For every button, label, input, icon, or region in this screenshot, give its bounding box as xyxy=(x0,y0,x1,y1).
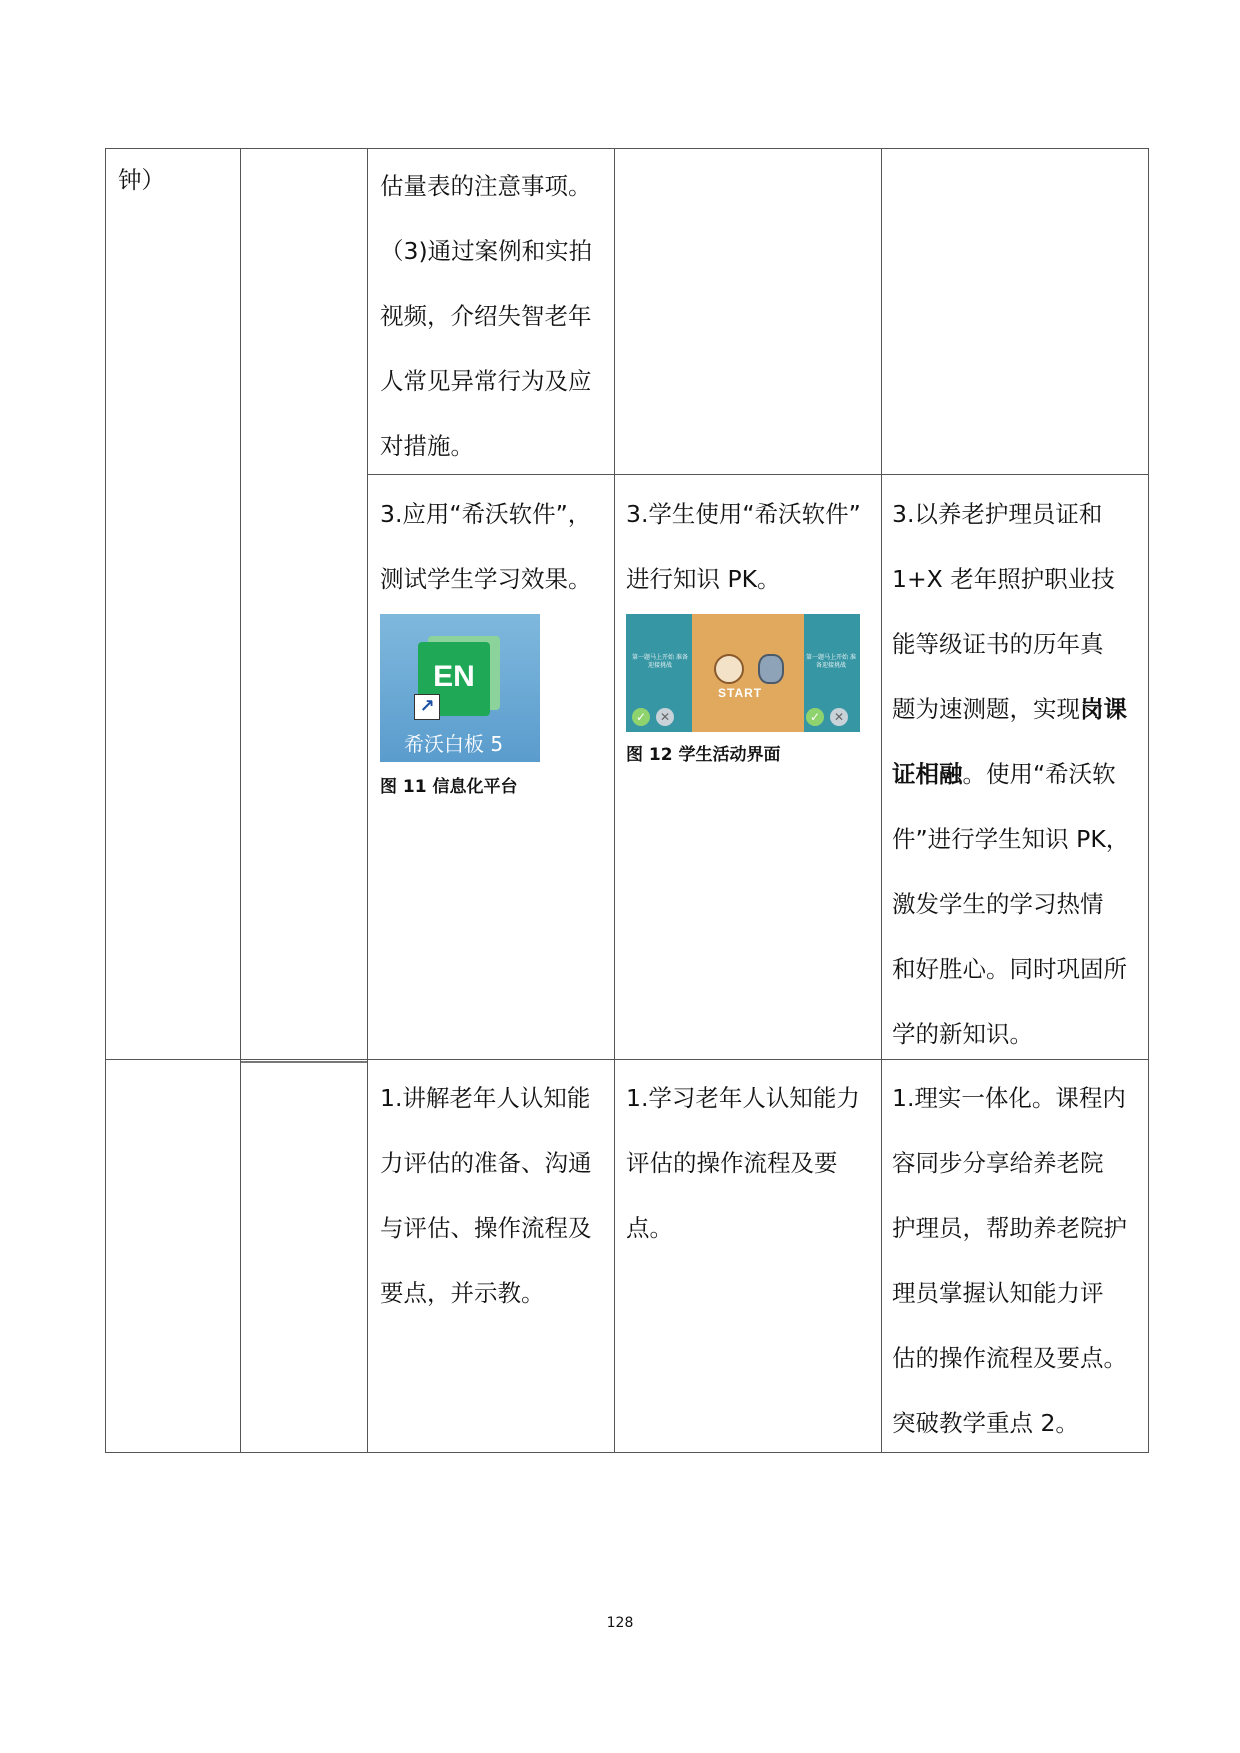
bold-text: 证相融 xyxy=(892,760,963,788)
text-segment: 。使用“希沃软 xyxy=(962,760,1116,788)
text-line: 1+X 老年照护职业技 xyxy=(892,565,1115,593)
figure-12-caption: 图 12 学生活动界面 xyxy=(626,745,781,765)
text-line: 人常见异常行为及应 xyxy=(380,367,592,395)
row1-col3-text xyxy=(380,154,592,479)
row3-col4-text xyxy=(626,1066,860,1261)
text-line: 容同步分享给养老院 xyxy=(892,1149,1104,1177)
table-border-top xyxy=(105,148,1149,149)
table-divider-col1 xyxy=(240,148,241,1453)
figure-12-image xyxy=(626,614,860,732)
text-line xyxy=(892,742,1129,807)
panel-text-left: 第一题马上开始 准备迎接挑战 xyxy=(632,654,688,669)
text-line: 对措施。 xyxy=(380,432,474,460)
table-divider-col4 xyxy=(881,148,882,1453)
start-banner: START xyxy=(718,686,763,700)
text-line: 3.以养老护理员证和 xyxy=(892,500,1103,528)
table-border-right xyxy=(1148,148,1149,1453)
table-divider-col3 xyxy=(614,148,615,1453)
row3-col3-text xyxy=(380,1066,592,1326)
app-icon-label: EN xyxy=(433,660,475,693)
close-icon: ✕ xyxy=(830,708,848,726)
text-line: 件”进行学生知识 PK， xyxy=(892,825,1130,853)
text-segment: 题为速测题，实现 xyxy=(892,695,1080,723)
check-icon: ✓ xyxy=(632,708,650,726)
row2-col4-text xyxy=(626,482,861,612)
panel-text-right: 第一题马上开始 准备迎接挑战 xyxy=(806,654,856,669)
text-line: 激发学生的学习热情 xyxy=(892,890,1104,918)
text-line: 1.讲解老年人认知能 xyxy=(380,1084,591,1112)
row-divider-2-thick xyxy=(241,1061,367,1063)
text-line: 进行知识 PK。 xyxy=(626,565,781,593)
text-line: 要点，并示教。 xyxy=(380,1279,545,1307)
text-line: 力评估的准备、沟通 xyxy=(380,1149,592,1177)
text-line: 与评估、操作流程及 xyxy=(380,1214,592,1242)
text-line: 护理员，帮助养老院护 xyxy=(892,1214,1127,1242)
figure-11-image xyxy=(380,614,540,762)
figure-11-caption: 图 11 信息化平台 xyxy=(380,777,518,797)
text-line: 估量表的注意事项。 xyxy=(380,172,592,200)
text-line: （3)通过案例和实拍 xyxy=(380,237,593,265)
bold-text: 岗课 xyxy=(1080,695,1127,723)
row3-col5-text xyxy=(892,1066,1127,1456)
check-icon: ✓ xyxy=(806,708,824,726)
table-divider-col2 xyxy=(367,148,368,1453)
row2-col5-text xyxy=(892,482,1129,1067)
page-number: 128 xyxy=(606,1615,634,1631)
row2-col3-text xyxy=(380,482,592,612)
text-line: 1.理实一体化。课程内 xyxy=(892,1084,1126,1112)
text-line: 评估的操作流程及要 xyxy=(626,1149,838,1177)
row1-col1-text: 钟） xyxy=(118,166,165,194)
text-line: 3.应用“希沃软件”， xyxy=(380,500,592,528)
text-line: 学的新知识。 xyxy=(892,1020,1033,1048)
close-icon: ✕ xyxy=(656,708,674,726)
app-label: 希沃白板 5 xyxy=(404,732,504,756)
character-left xyxy=(714,654,744,684)
shortcut-arrow-icon: ↗ xyxy=(414,694,440,720)
text-line: 和好胜心。同时巩固所 xyxy=(892,955,1127,983)
text-line xyxy=(892,677,1129,742)
text-line: 理员掌握认知能力评 xyxy=(892,1279,1104,1307)
text-line: 点。 xyxy=(626,1214,673,1242)
text-line: 1.学习老年人认知能力 xyxy=(626,1084,860,1112)
text-line: 能等级证书的历年真 xyxy=(892,630,1104,658)
text-line: 测试学生学习效果。 xyxy=(380,565,592,593)
text-line: 视频，介绍失智老年 xyxy=(380,302,592,330)
text-line: 估的操作流程及要点。 xyxy=(892,1344,1127,1372)
table-border-left xyxy=(105,148,106,1453)
text-line: 3.学生使用“希沃软件” xyxy=(626,500,861,528)
text-line: 突破教学重点 2。 xyxy=(892,1409,1079,1437)
character-right xyxy=(758,654,784,684)
